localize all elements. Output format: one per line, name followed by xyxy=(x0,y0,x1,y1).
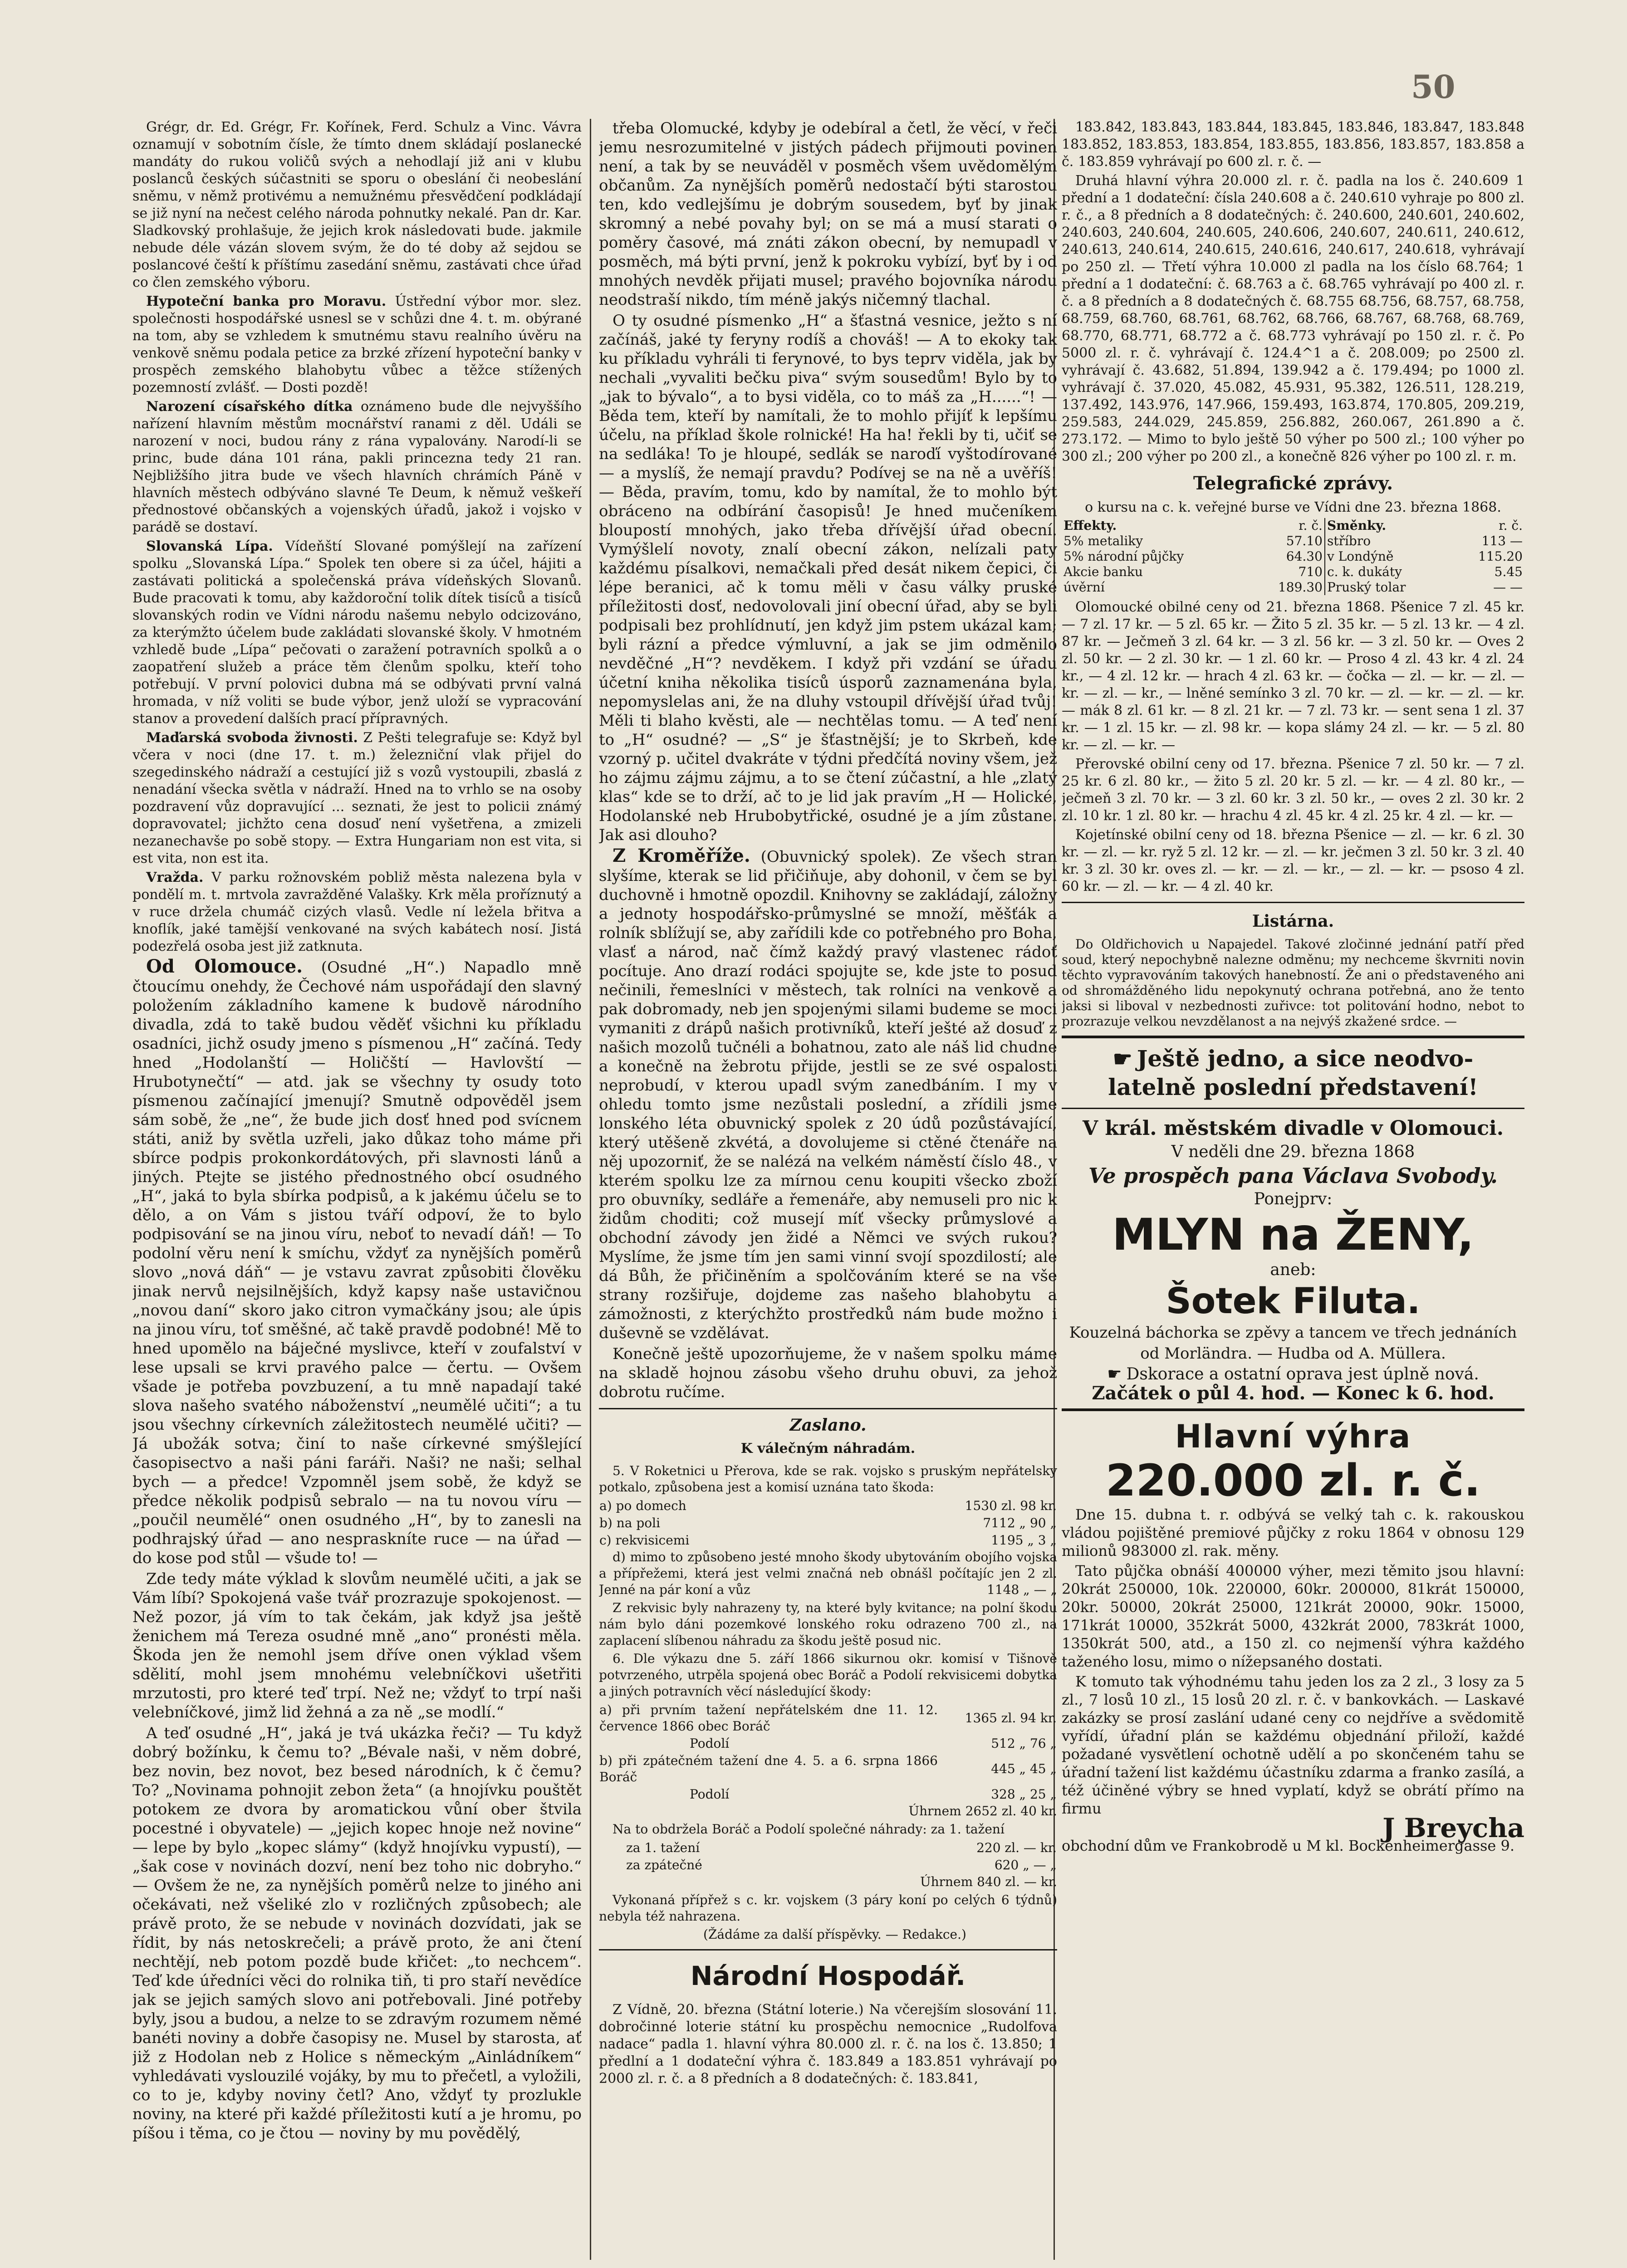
play-time: Začátek o půl 4. hod. — Konec k 6. hod. xyxy=(1092,1383,1495,1404)
claims-sum-2: Úhrnem 840 zl. — kr. xyxy=(920,1874,1057,1889)
article-kromeriz xyxy=(599,846,1057,1343)
claims-table-3 xyxy=(599,1839,1057,1874)
article-loterie: Z Vídně, 20. března (Státní loterie.) Na včerejším slosování 11. dobročinné loterie státní ku prospěchu nemocnice „Rudolfova nadace“ padla 1. hlavní výhra 80.000 zl. r. č. na los č. 13.850; 1 předlní a 1 dodateční výhra č. 183.849 a 183.851 vyhrávají po 2000 zl. r. č. a 8 předních a 8 dodatečných: č. 183.841, xyxy=(599,2002,1057,2087)
subheading-valecne-nahrady: K válečným náhradám. xyxy=(740,1441,916,1457)
claims-borac: 6. Dle výkazu dne 5. září 1866 sikurnou okr. komisí v Tišnově potvrzeného, utrpěla spojená obec Boráč a Podolí rekvisicemi dobytka a jiných potravních věcí následující škody: xyxy=(599,1651,1057,1699)
article-body: Vídeňští Slované pomýšlejí na zařízení spolku „Slovanská Lípa.“ Spolek ten obere si za účel, hájiti a zastávati politická a společenská práva vídeňských Slovanů. Bude pracovati k tomu, aby každoroční tolik dítek tisíců a tisíců slovanských rodin ve Vídni národu našemu nebylo odcizováno, za kterýmžto účelem bude zakládati slovanské školy. V hmotném vzhledě bude „Lípa“ pečovati o zaražení potravních spolků a o zaopatření služeb a práce těm členům spolku, kteří toho potřebují. V první polovici dubna má se odbývati první valná hromada, v níž voliti se bude výbor, jenž uloží se vypracování stanov a provedení dalších prací přípravných. xyxy=(132,538,582,727)
lottery-results: Druhá hlavní výhra 20.000 zl. r. č. padla na los č. 240.609 1 přední a 1 dodateční: čísla 240.608 a č. 240.610 vyhraje po 800 zl. r. č., a 8 předních a 8 dodatečných: č. 240.600, 240.601, 240.602, 240.603, 240.604, 240.605, 240.606, 240.607, 240.611, 240.612, 240.613, 240.614, 240.615, 240.616, 240.617, 240.618, vyhrávají po 250 zl. — Třetí výhra 10.000 zl padla na los číslo 68.764; 1 přední a 1 dodateční: č. 68.763 a č. 68.765 vyhrávají po 400 zl. r. č. a 8 předních a 8 dodatečných č. 68.755 68.756, 68.757, 68.758, 68.759, 68.760, 68.761, 68.762, 68.766, 68.767, 68.768, 68.769, 68.770, 68.771, 68.772 a č. 68.773 vyhrávají po 150 zl. r. č. Po 5000 zl. r. č. vyhrávají č. 124.4^1 a č. 208.009; po 2500 zl. vyhrávají č. 43.682, 51.894, 139.942 a č. 179.494; po 1000 zl. vyhrávají č. 37.020, 45.082, 45.931, 95.382, 126.511, 128.219, 137.492, 143.976, 147.966, 159.493, 163.874, 170.805, 209.219, 259.583, 244.029, 245.859, 256.882, 260.067, 261.890 a č. 273.172. — Mimo to bylo ještě 50 výher po 500 zl.; 100 výher po 300 zl.; 200 výher po 200 zl., a konečně 826 výher po 100 zl. r. m. xyxy=(1062,173,1524,464)
lottery-ad-p3: K tomuto tak výhodnému tahu jeden los za 2 zl., 3 losy za 5 zl., 7 losů 10 zl., 15 losů 20 zl. r. č. v bankovkách. — Laskavé zakázky se prosí zaslání udané ceny co nejdříve a svědomitě vyřídí, úřadní plán se každému objednání přiloží, každé požadané vysvětlení ochotně udělí a po skončeném tahu se úřadní tažení list každému účastníku zdarma a franko zasílá, a též účiněné výbry se hned vyplatí, když se obrátí přímo na firmu xyxy=(1062,1673,1524,1817)
ad-divider xyxy=(1062,1108,1524,1109)
theatre-advert xyxy=(1062,1045,1524,1402)
table-row: úvěrní 189.30 Pruský tolar — — xyxy=(1063,580,1523,595)
table-row: za zpátečné 620 „ — „ xyxy=(626,1857,1057,1872)
war-claims xyxy=(599,1463,1057,1943)
ad-divider xyxy=(1062,1408,1524,1411)
grain-prices-prerov: Přerovské obilní ceny od 17. března. Pšenice 7 zl. 50 kr. — 7 zl. 25 kr. 6 zl. 80 kr., — žito 5 zl. 20 kr. 5 zl. — kr. — 4 zl. 80 kr., — ječmeň 3 zl. 70 kr. — 3 zl. 60 kr. 3 zl. 50 kr., — oves 2 zl. 30 kr. 2 zl. 10 kr. 1 zl. 80 kr. — hrachu 4 zl. 45 kr. 4 zl. 25 kr. 4 zl. — kr. — xyxy=(1062,756,1524,824)
article-olomouc-p3: A teď osudné „H“, jaká je tvá ukázka řeči? — Tu když dobrý božínku, k čemu to? „Bévale naši, v něm dobré, bez novin, bez novot, bez besed národních, k č čemu? To? „Novinama pohnojit zebon žeta“ (a hnojívku pouštět potokem ze dvora by aromatickou vůní ober štvila pocestné i obyvatele) — „jejich kopec hnoje než novine“ — lepe by bylo „kopec slámy“ (když hnojívku vypustí), — „šak cose v novinách dozví, není bez toho nic dobryho.“ — Ovšem že ne, za nynějších poměrů nelze to jiného ani očekávati, než všeliké zlo v rozličných způsobech; ale právě proto, že se nebude v novinách dozvídati, jak se řídit, by nás netoskrečeli; a právě proto, že ani čtení nechtějí, neb potom pozdě bude křičet: „to nechcem“. Teď kde úředníci věci do rolnika tiň, ti pro staří nevědíce jak se jejich samých slovo ani potřebovali. Jiné potřeby byly, jsou a budou, a nelze to se zdravým rozumem němé banéti noviny a dobře časopisy ne. Musel by starosta, ať již z Hodolan neb z Holice s německým „Ainládníkem“ vyhledávati vyslouzilé vojáky, by mu to přečetl, a vyložili, co to je, kdyby noviny četl? Ano, vždyť ty prozlukle noviny, na které při každé příležitosti kutí a je hromu, po píšou i těma, co je čtou — noviny by mu povědělý, xyxy=(132,1724,582,2142)
article-heading: Z Kroměříže. xyxy=(613,845,750,866)
table-row: 5% národní půjčky 64.30 v Londýně 115.20 xyxy=(1063,549,1523,564)
article-olomouc-p2: Zde tedy máte výklad k slovům neumělé učiti, a jak se Vám líbí? Spokojená vaše tvář prozrazuje spokojenost. — Než pozor, já vím to tak čekám, jak když jsa ještě ženichem má Tereza osudné mně „ano“ pronésti měla. Škoda jen že nemohl jsem dříve onen výklad všem sdělití, mohl jsem mnohému velebníčkovi ušetřiti mrzutosti, pro které teď trpí. Než ne; vždyť to trpí naši velebníčkové, jimž lid žehná a za ně „se modlí.“ xyxy=(132,1570,582,1721)
performance-date: V neděli dne 29. března 1868 xyxy=(1171,1143,1415,1161)
table-row: Podolí 328 „ 25 „ xyxy=(690,1787,1057,1802)
article-body: (Osudné „H“.) Napadlo mně čtoucímu onehdy, že Čechové nám uspořádají den slavný položením základního kamene k budově národního divadla, zdá to takě budou věděť všichni ku příkladu osadníci, jichž osudy jmeno s písmenou „H“ začíná. Tedy hned „Hodolanští — Holičští — Havlovští — Hrubotynečtí“ — atd. jak se všechny ty osudy toto písmenou začínající jmenují? Smutně odpověděl jsem sám sobě, že „ne“, že bude jich dosť hned pod svícnem státi, aniž by světla uzřeli, jako důkaz toho máme při sbírce podpis prokonkordátových, při slavnosti lánů a jiných. Ptejte se jistého přednostného obcí osudného „H“, jaká to byla sbírka podpisů, a k jakému účelu se to dělo, a on Vám s jistou tváří odpoví, že to bylo podpisování se na jinou víru, neboť to nevadí dáň! — To podolní věru není k smíchu, vždyť za nynějších poměrů slovo „nová dáň“ — je vstavu zavrat způsobiti člověku jinak nervů nejsilnějších, když kapsy naše ustavičnou „novou daní“ skoro jako citron vymačkány jsou; ale úpis na jinou víru, toť směšné, ač takě pravdě podobné! Mě to hned upomělo na báječné myslivce, kteří v zoufalství v lese upsali se krvi pravého palce — čertu. — Ovšem všade je potřeba povzbuzení, a tu mně napadají také slova našeho svatého náboženství „neumělé učiti“; a tu jsou všechny církevních záležitostech neumělé učiti? — Já ubožák sotva; činí to naše církevné smýšlející časopisectvo a naši páni faráři. Naši? ne naši; selhal bych — a předce! Vzpomněl jsem sobě, že když se předce několik podpisů sebralo — na tu novou víru — „poučil neumělé“ onen osudného „H“, by to zanesli na podhrajský úřad — ano nespraskníte ruce — na úřad — do kose pod stůl — všude to! — xyxy=(132,958,582,1567)
section-heading-listarna: Listárna. xyxy=(1252,912,1334,931)
article-heading: Vražda. xyxy=(146,870,204,885)
claims-table-2 xyxy=(599,1701,1057,1803)
table-row: a) při prvním tažení nepřátelském dne 11. 12. července 1866 obec Boráč 1365 zl. 94 kr. xyxy=(599,1702,1057,1734)
column-2 xyxy=(599,119,1057,2260)
play-aneb: aneb: xyxy=(1270,1261,1316,1279)
exchange-rates-table xyxy=(1062,518,1524,595)
claims-nahrady: Na to obdržela Boráč a Podolí společné náhrady: za 1. tažení xyxy=(613,1822,1005,1837)
lottery-cont: 183.842, 183.843, 183.844, 183.845, 183.846, 183.847, 183.848 183.852, 183.853, 183.854, 183.855, 183.856, 183.857, 183.858 a č. 183.859 vyhrávají po 600 zl. r. č. — xyxy=(1062,119,1524,170)
article-heading: Hypoteční banka pro Moravu. xyxy=(146,293,387,309)
ad-announcement: ☛ Ještě jedno, a sice neodvo- latelně poslední představení! xyxy=(1108,1045,1478,1100)
table-row: 5% metaliky 57.10 stříbro 113 — xyxy=(1063,533,1523,548)
play-title: MLYN na ŽENY, xyxy=(1112,1209,1474,1260)
article-hypotecni xyxy=(132,293,582,396)
claims-table-1 xyxy=(599,1497,1057,1549)
lottery-ad-title: Hlavní výhra xyxy=(1175,1418,1411,1455)
article-slovanska-lipa xyxy=(132,538,582,728)
table-row: b) na poli 7112 „ 90 „ xyxy=(599,1515,1057,1530)
article-kromeriz-p2: Konečně ještě upozorňujeme, že v našem spolku máme na skladě hojnou zásobu všeho druhu obuvi, za jehož dobrotu ručíme. xyxy=(599,1345,1057,1401)
table-row: za 1. tažení 220 zl. — kr. xyxy=(626,1840,1057,1855)
table-header-row: Effekty. r. č. Směnky. r. č. xyxy=(1063,518,1523,533)
lottery-ad-p1: Dne 15. dubna t. r. odbývá se velký tah c. k. rakouskou vládou pojištěné premiové půjčky z roku 1864 v obnosu 129 milionů 983000 zl. rak. měny. xyxy=(1062,1506,1524,1559)
premiere-label: Ponejprv: xyxy=(1254,1190,1333,1208)
section-heading-zaslano: Zaslano. xyxy=(789,1416,867,1435)
article-body: oznámeno bude dle nejvyššího nařízení hlavním městům mocnářství ranami z děl. Událi se narození v noci, budou rány z rána vypalovány. Narodí-li se princ, bude dána 101 rána, pakli princezna tedy 21 ran. Nejbližšího jitra bude ve všech hlavních chrámích Páně v hlavních městech odbýváno slavné Te Deum, k němuž veškeří přednostové občanských a vojenských úřadů, jakož i vojsko v parádě se dostaví. xyxy=(132,399,582,535)
section-divider xyxy=(599,1949,1057,1950)
article-madarska xyxy=(132,729,582,867)
lottery-ad-firm: J Breycha xyxy=(1382,1813,1524,1843)
article-vrazda xyxy=(132,869,582,955)
section-divider xyxy=(599,1408,1057,1409)
article-resignation: Grégr, dr. Ed. Grégr, Fr. Kořínek, Ferd. Schulz a Vinc. Vávra oznamují v sobotním čísle, že tímto dnem skládají poslanecké mandáty do rukou voličů svých a nehodlají již ani v klubu poslanců českých súčastniti se sporu o obeslání či neobeslání sněmu, v němž protivému a nemužnému přesvědčení podkládají se již nyní na nečest celého národa pohnutky nekalé. Pan dr. Kar. Sladkovský prohlašuje, že jejich krok následovati bude. jakmile nebude déle vázán slovem svým, že do té doby až sejdou se poslancové čeští k příštímu zasedání sněmu, zastávati chce úřad co člen zemského výboru. xyxy=(132,119,582,290)
article-heading: Maďarská svoboda živnosti. xyxy=(146,730,358,746)
article-heading: Slovanská Lípa. xyxy=(146,538,273,554)
lottery-ad-p2: Tato půjčka obnáší 400000 výher, mezi těmito jsou hlavní: 20krát 250000, 10k. 220000, 60kr. 200000, 81krát 150000, 20kr. 50000, 20krát 25000, 121krát 20000, 90kr. 15000, 171krát 10000, 352krát 5000, 432krát 2000, 783krát 1000, 1350krát 500, atd., a 150 zl. co nejmenší výhra každého taženého losu, mimo o nížepsaného dostati. xyxy=(1062,1562,1524,1670)
table-row: a) po domech 1530 zl. 98 kr. xyxy=(599,1498,1057,1513)
article-body: (Obuvnický spolek). Ze všech stran slyšíme, kterak se lid přičiňuje, aby dohonil, v čem se byl duchovně i hmotně opozdil. Knihovny se zakládají, záložny a jednoty hospodářsko-průmyslné se množí, měšťák a rolník sblížují se, aby zařídili kde co potřebného pro Boha, vlasť a národ, nač čímž každý pravý vlastenec rádoť pocítuje. Ano drazí rodáci spojujte se, kde jste to posud nečinili, řemeslníci v městech, tak rolníci na venkově a pak dobromady, neb jen spojenými silami budeme se moci vymaniti z drápů našich protivníků, kteří ješté až dosuď z našich mozolů tučnéli a bohatnou, zato ale náš lid chudne a konečně na žebrotu přijde, jestli se ze své ospalosti neprobudí, v kterou upadl svým zanedbáním. I my v ohledu tomto jsme nezůstali poslední, a zřídili jsme lonského léta obuvnický spolek z 20 údů pozůstávající, který utěšeně zkvétá, a dovolujeme si ctěné čtenáře na něj upozorniť, že se nalézá na velkém náměstí číslo 48., v kterém spolku lze za mírnou cenu koupiti všecko zboží pro obuvníky, sedláře a řemenáře, aby nemuseli pro nic k židům choditi; což musejí míť všecky průmyslové a obchodní závody jen židé a Němci ve svých rukou? Myslíme, že jsme tím jen sami vinní svojí spozdilostí; ale dá Bůh, že přičiněním a spolčováním které se na vše strany rozšiřuje, dojdeme zas našeho blahobytu a zámožnosti, z kterýchžto prostředků nám bude možno i duševně se vzdělávat. xyxy=(599,848,1057,1342)
ad-divider xyxy=(1062,1036,1524,1038)
play-note: ☛ Dskorace a ostatní oprava jest úplně nová. xyxy=(1062,1364,1524,1385)
claims-pripreze: Vykonaná přípřež s c. kr. vojskem (3 páry koní po celých 6 týdnů) nebyla též nahrazena. xyxy=(599,1892,1057,1924)
benefit-line: Ve prospěch pana Václava Svobody. xyxy=(1088,1163,1498,1188)
article-body: V parku rožnovském pobliž města nalezena byla v pondělí m. t. mrtvola zavražděné Valašky. Krk měla proříznutý a v ruce držela chumáč cizých vlasů. Vedle ní ležela břitva a knoflík, jaké tamější venkované na svých kabátech nosí. Jistá podezřelá osoba jest již zatknuta. xyxy=(132,870,582,954)
column-1 xyxy=(132,119,582,2260)
play-description: Kouzelná báchorka se zpěvy a tancem ve třech jednáních od Morländra. — Hudba od A. Müllera. xyxy=(1069,1324,1517,1363)
article-olomouc xyxy=(132,957,582,1568)
grain-prices-kojetin: Kojetínské obilní ceny od 18. března Pšenice — zl. — kr. 6 zl. 30 kr. — zl. — kr. ryž 5 zl. 12 kr. — zl. — kr. ječmen 3 zl. 50 kr. 3 zl. 40 kr. 3 zl. 30 kr. oves zl. — kr. — zl. — kr., — zl. — kr. — psoso 4 zl. 60 kr. — zl. — kr. — 4 zl. 40 kr. xyxy=(1062,827,1524,894)
column-rule-left xyxy=(590,119,591,2260)
section-heading-telegraficke: Telegrafické zprávy. xyxy=(1193,473,1393,494)
article-body: Z Pešti telegrafuje se: Když byl včera v noci (dne 17. t. m.) železniční vlak přijel do szegedinského nádraží a cestující již s vozů vystoupili, zbaslá z nenadání všecka světla v nádraží. Hned na to vrhlo se na osoby pozdravení vůz dopravující ... seznati, že jest to policii známý dopravovatel; jichžto cena dosuď není vyšetřena, a zmizeli nezanechavše po sobě stopy. — Extra Hungariam non est vita, si est vita, non est ita. xyxy=(132,730,582,866)
grain-prices-olomouc: Olomoucké obilné ceny od 21. března 1868. Pšenice 7 zl. 45 kr. — 7 zl. 17 kr. — 5 zl. 65 kr. — Žito 5 zl. 35 kr. — 5 zl. 13 kr. — 4 zl. 87 kr. — Ječmeň 3 zl. 64 kr. — 3 zl. 56 kr. — 3 zl. 50 kr. — Oves 2 zl. 50 kr. — 2 zl. 30 kr. — 1 zl. 60 kr. — Proso 4 zl. 43 kr. 4 zl. 24 kr., — 4 zl. 12 kr. — hrach 4 zl. 63 kr. — čočka — zl. — kr. — zl. — kr. — zl. — kr., — lněné semínko 3 zl. 70 kr. — zl. — kr. — zl. — kr. — mák 8 zl. 61 kr. — 8 zl. 21 kr. — 7 zl. 73 kr. — sent sena 1 zl. 37 kr. — 1 zl. 15 kr. — zl. 98 kr. — kopa slámy 24 zl. — kr. — 5 zl. 80 kr. — zl. — kr. — xyxy=(1062,599,1524,753)
section-heading-narodni-hospodar: Národní Hospodář. xyxy=(690,1960,966,1991)
table-row: Akcie banku 710 c. k. dukáty 5.45 xyxy=(1063,564,1523,579)
editor-note: (Žádáme za další příspěvky. — Redakce.) xyxy=(703,1927,966,1942)
lottery-ad-address: obchodní dům ve Frankobrodě u M kl. Bockenheimergasse 9. xyxy=(1062,1837,1515,1854)
table-row: b) při zpátečném tažení dne 4. 5. a 6. srpna 1866 Boráč 445 „ 45 „ xyxy=(599,1753,1057,1784)
burse-intro: o kursu na c. k. veřejné burse ve Vídni dne 23. března 1868. xyxy=(1085,499,1501,515)
lottery-advert xyxy=(1062,1418,1524,1505)
article-heading: Narození císařského dítka xyxy=(146,399,353,415)
claims-sum-1: Úhrnem 2652 zl. 40 kr. xyxy=(908,1804,1057,1818)
play-subtitle: Šotek Filuta. xyxy=(1166,1281,1421,1322)
section-divider xyxy=(1062,902,1524,903)
table-row: c) rekvisicemi 1195 „ 3 „ xyxy=(599,1533,1057,1548)
claims-rekvisice: Z rekvisic byly nahrazeny ty, na které byly kvitance; na polní škodu nám bylo dáni pozemkové lonského roku odrazeno 700 zl., na zaplacení slíbenou náhradu za škodu ještě posud nic. xyxy=(599,1600,1057,1648)
lottery-ad-amount: 220.000 zl. r. č. xyxy=(1105,1455,1481,1506)
column-3 xyxy=(1062,119,1524,2260)
pointing-hand-icon: ☛ xyxy=(1107,1365,1122,1383)
theatre-name: V král. městském divadle v Olomouci. xyxy=(1082,1117,1504,1140)
claims-d: d) mimo to způsobeno jesté mnoho škody ubytováním obojího vojska a přípřežemi, která jest velmi značná neb obnášl počítajíc jen 2 zl. Jenné na pár koní a vůz 1148 „ — „ xyxy=(599,1549,1057,1597)
article-body: Ústřední výbor mor. slez. společnosti hospodářské usnesl se v schůzi dne 4. t. m. obýrané na tom, aby se vzhledem k smutnému stavu realního úvěru na venkově sněmu podala petice za brzké zřízení hypoteční banky v prospěch zemského blahobytu vůbec a těžce stížených pozemností zvlášť. — Dosti pozdě! xyxy=(132,293,582,396)
claims-intro: 5. V Roketnici u Přerova, kde se rak. vojsko s pruským nepřátelsky potkalo, způsobena jest a komisí uznána tato škoda: xyxy=(599,1463,1057,1495)
pointing-hand-icon: ☛ xyxy=(1112,1046,1132,1072)
article-heading: Od Olomouce. xyxy=(146,956,303,977)
article-narozeni xyxy=(132,398,582,536)
listarna-text: Do Oldřichovich u Napajedel. Takové zločinné jednání patří před soud, který nepochybně nalezne odměnu; my nechceme škvrniti novin těchto vypravováním takových hanebností. Že ani o představeného ani od shromážděného lidu nepokynutý ochrana potřebná, ano že tento jaksi si liboval v nezbednosti zuřivce: tot politování hodno, nebot to prozrazuje velkou nevzdělanost a na nejvýš zkažené srdce. — xyxy=(1062,937,1524,1029)
article-olomouc-cont2: O ty osudné písmenko „H“ a šťastná vesnice, ježto s ní začínáš, jaké ty feryny rodíš a chováš! — A to ekoky tak ku příkladu vyhráli ti ferynové, to bys teprv viděla, jak by nechali „vyvaliti bečku piva“ svým sousedům! Bylo by to „jak to bývalo“, a to bysi viděla, co to máš za „H......“! — Běda tem, kteří by namítali, že to mohlo přijíť k lepšímu účelu, na příklad škole rolnické! Ha ha! řekli by ti, učiť se na sedláka! To je hloupé, sedlák se naroďí vyštodírované — a myslíš, že nemají pravdu? Podívej se na ně a uvěříš! — Běda, pravím, tomu, kdo by namítal, že to mohlo být obráceno na odbírání časopisů! Je hned mučeníkem bloupostí mnohých, jako třeba dřívější úřad obecní. Vymýšlelí novoty, znalí obecní zákon, nelízali paty každému písalkovi, nemačkali před desát nikem čepici, či lépe beranici, ač k tomu měli v času války pruské příležitosti dosť, nedovolovali jiní obecní úřad, aby se byli podpisali bez prohlídnutí, jen když jim pstem ukázal kam; byli rázní a předce výmluvní, a jak se jim odměnilo nevděčné „H“? nevděkem. I když při vzdání se úřadu účetní kniha několika tisíců úsporů zaznamenána byla, nepomyslelas ani, že na dluhy vstoupil dřívější úřad tvůj! Měli ti blaho kvěsti, ale — nechtělas tomu. — A teď není to „H“ osudné? — „S“ je šťastnější; je to Skrbeň, kde vzorný p. učitel dvakráte v týdni předčítá noviny všem, jež ho zájmu zájmu zájmu, a to se čtení zúčastní, a hle „zlatý klas“ kde se to drží, ač to je lid jak pravím „H — Holické, Hodolanské neb Hrubobytřické, osudné je a jím zůstane. Jak asi dlouho? xyxy=(599,312,1057,844)
article-olomouc-cont: třeba Olomucké, kdyby je odebíral a četl, že věcí, v řeči jemu nesrozumitelné v jistých pádech přijmouti povinen není, a tak by se neuváděl v posměch všem uvědomělým občanům. Za nynějších poměrů nedostačí býti starostou ten, kdo vedlejšímu je dobrým sousedem, byť by jinak skromný a nebé povahy byl; on se má a musí starati o poměry časové, má znáti zákon obecní, by nemupadl v posměch, má býti první, jenž k pokroku vybízí, byť by i od mnohých nevděk přijati musel; pravého bojovníka národu neodstraší nikdo, tím méně jakýs ničemný tlachal. xyxy=(599,119,1057,309)
table-row: Podolí 512 „ 76 „ xyxy=(690,1736,1057,1751)
page-number: 50 xyxy=(1411,68,1455,106)
